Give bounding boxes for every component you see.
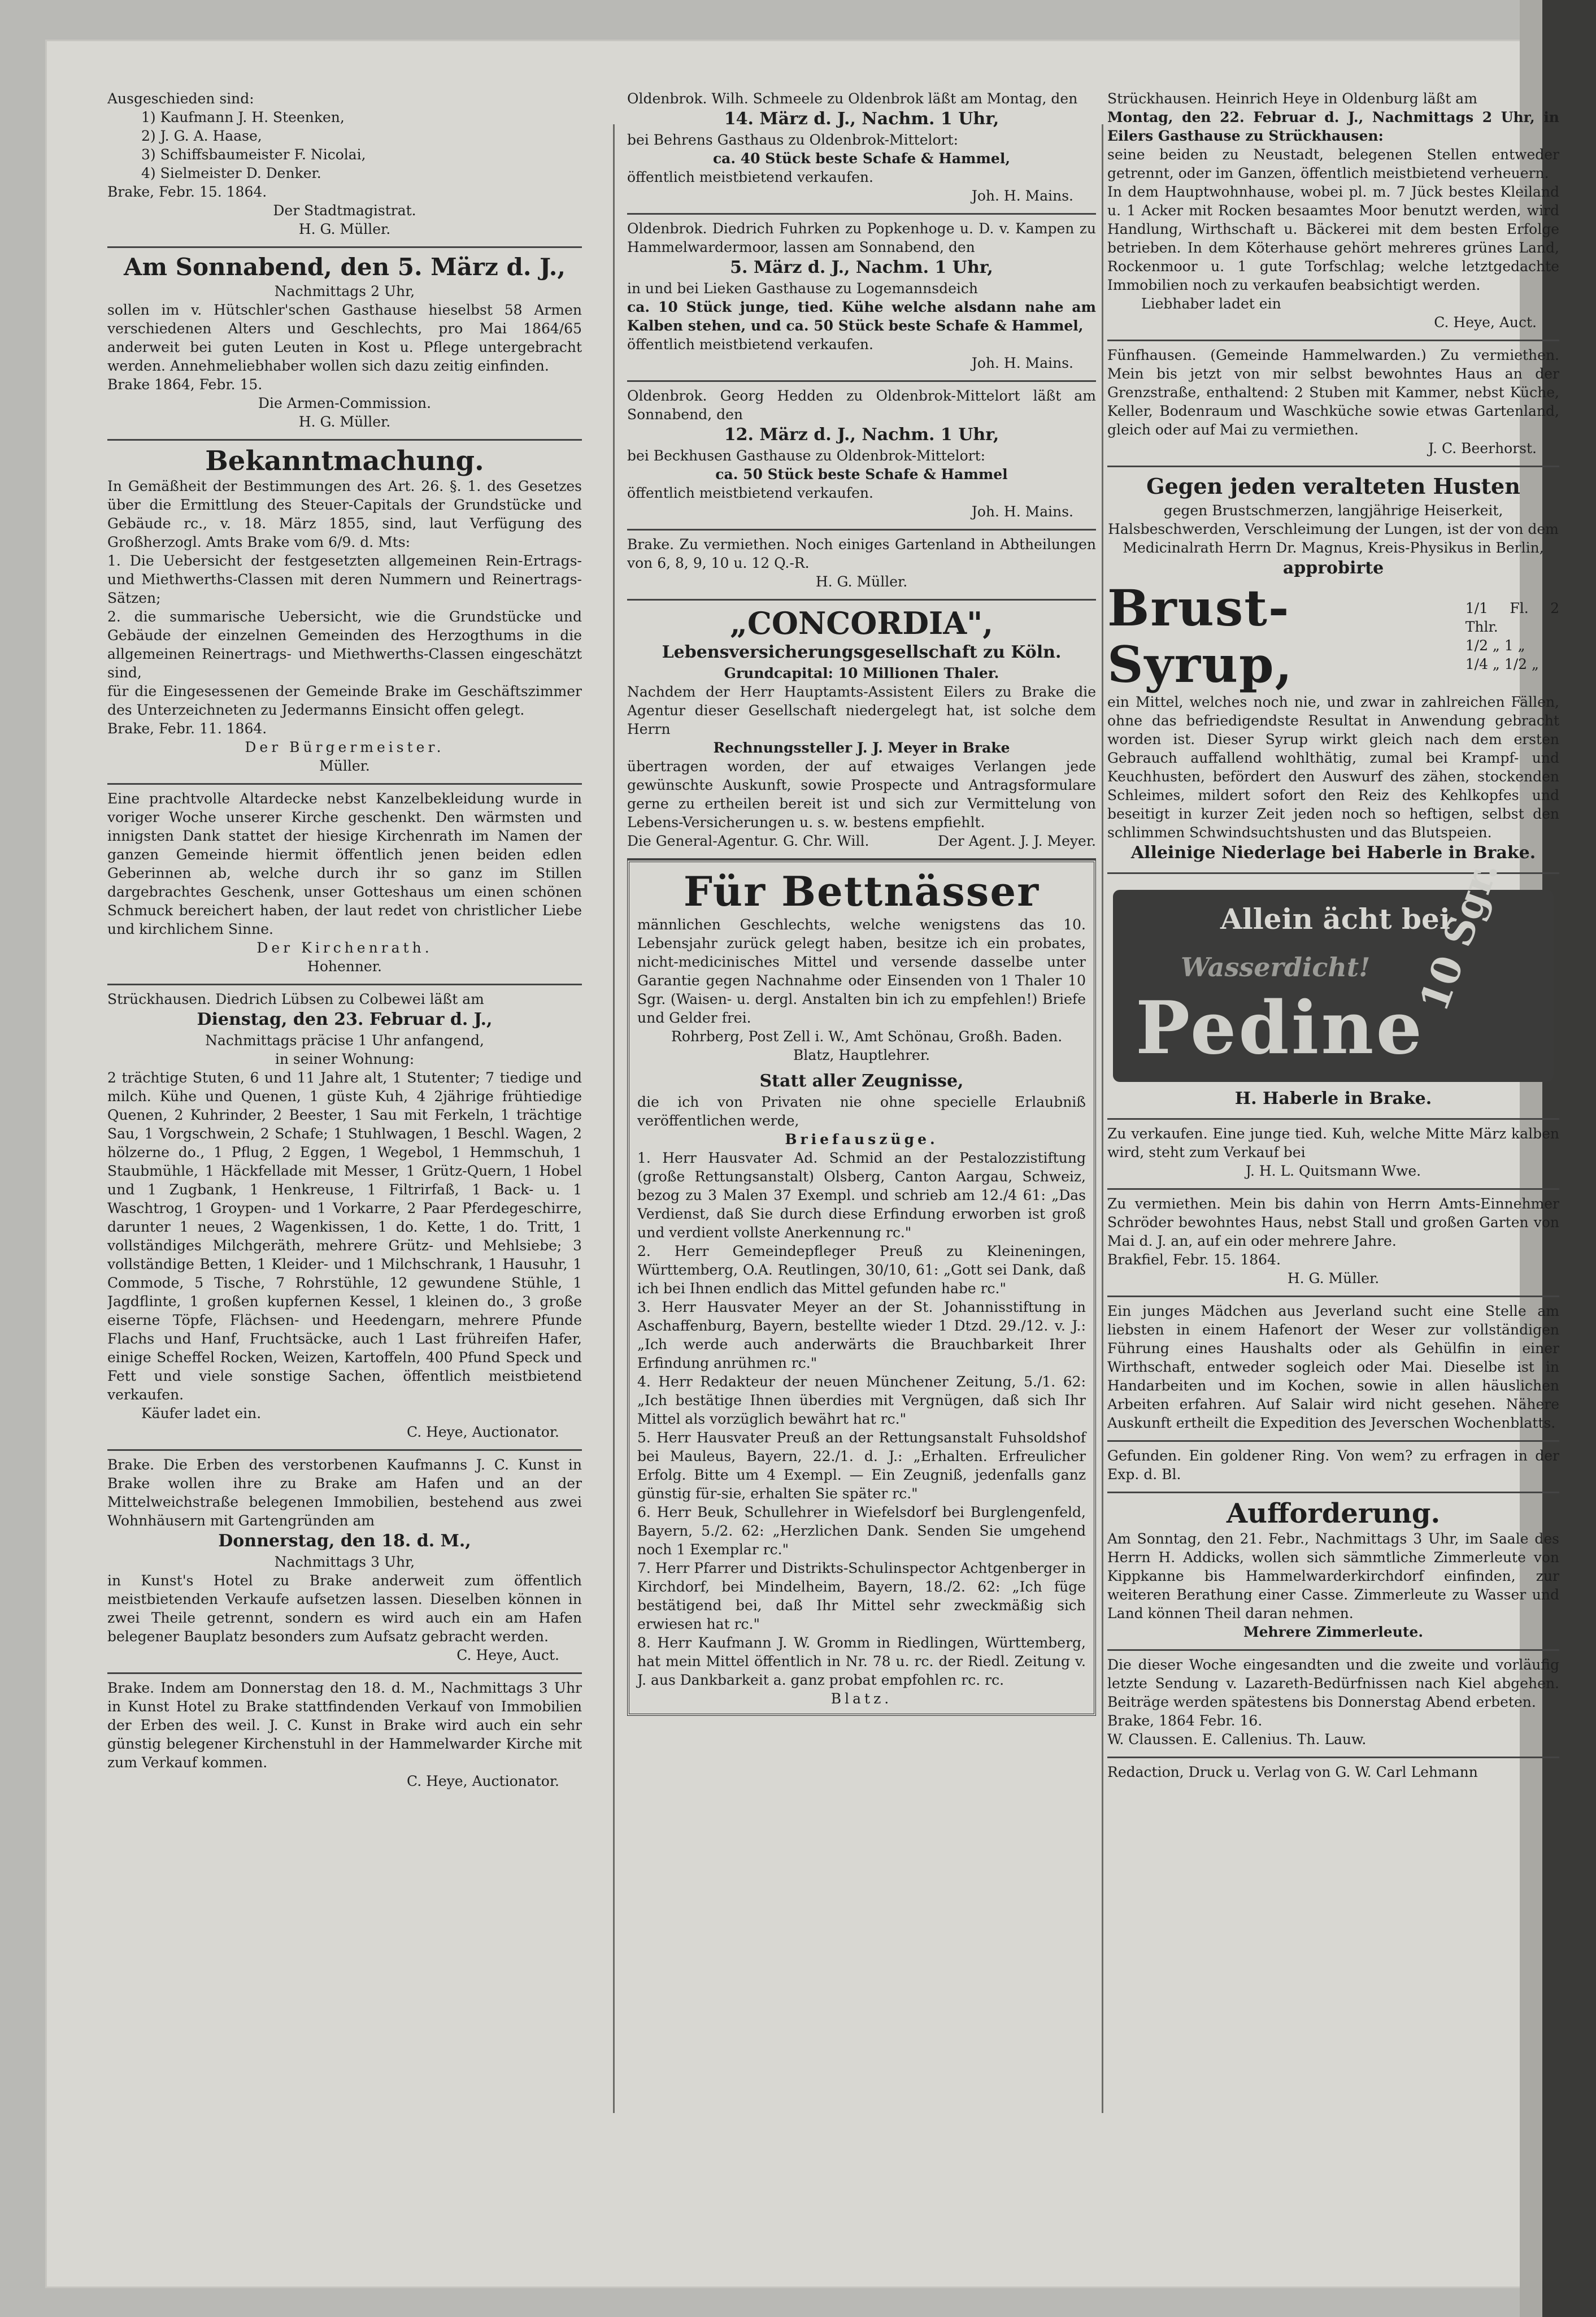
signer: Müller. [319,758,370,774]
ad-capital: Grundcapital: 10 Millionen Thaler. [724,665,999,681]
ad-title: „CONCORDIA", [729,605,994,641]
place-date: Brake, 1864 Febr. 16. [1107,1712,1263,1729]
notice-closing: Käufer ladet ein. [141,1405,262,1422]
notice-closing: öffentlich meistbietend verkaufen. [627,485,873,501]
signer: C. Heye, Auctionator. [406,1424,559,1440]
letter-item: 8. Herr Kaufmann J. W. Gromm in Riedlingen, Württemberg, hat mein Mittel öffentlich in Nr. 78 u. rc. der Riedl. Zeitung v. J. aus Dankbarkeit a. ganz probat empfohlen rc. rc. [637,1634,1086,1688]
notice-time: Nachmittags 3 Uhr, [274,1554,415,1570]
signer-left: Die General-Agentur. G. Chr. Will. [627,833,869,849]
signer: J. H. L. Quitsmann Wwe. [1245,1163,1421,1179]
authority: Der Bürgermeister. [245,739,445,755]
notice-headline: Aufforderung. [1226,1498,1441,1529]
column-rule [613,124,615,2113]
ad-concordia [627,601,1096,860]
notice-aufforderung [1107,1493,1559,1651]
notice-armen [107,248,582,441]
notice-kunst [107,1451,582,1674]
signer: Blatz, Hauptlehrer. [793,1047,930,1063]
column-3 [1107,85,1559,2141]
ad-approbirte: approbirte [1282,558,1384,578]
notice-items: ca. 40 Stück beste Schafe & Hammel, [712,150,1011,167]
ad-subtitle: Lebensversicherungsgesellschaft zu Köln. [662,642,1062,662]
notice-hedden [627,382,1096,531]
notice-items: ca. 10 Stück junge, tied. Kühe welche alsdann nahe am Kalben stehen, und ca. 50 Stück beste Schafe & Hammel, [627,299,1096,334]
list-item: 2. die summarische Uebersicht, wie die Grundstücke und Gebäude der einzelnen Gemeinden des Herzogthums in die allgemeinen Reinertrags- und Miethwerths-Classen eingeschätzt sind, [107,608,582,681]
signer: C. Heye, Auctionator. [406,1773,559,1789]
place-date: Brake, Febr. 11. 1864. [107,720,267,737]
notice-headline: 14. März d. J., Nachm. 1 Uhr, [724,109,999,129]
notice-closing: öffentlich meistbietend verkaufen. [627,169,873,185]
notice-body: Fünfhausen. (Gemeinde Hammelwarden.) Zu vermiethen. Mein bis jetzt von mir selbst bewohntes Haus an der Grenzstraße, enthaltend: 2 Stuben mit Kammer, nebst Küche, Keller, Bodenraum und Waschküche sowie etwas Gartenland, gleich oder auf Mai zu vermiethen. [1107,347,1559,438]
ad-subheadline: Statt aller Zeugnisse, [759,1071,964,1091]
ad-body: übertragen worden, der auf etwaiges Verlangen jede gewünschte Auskunft, sowie Prospecte und Antragsformulare gerne zu ertheilen bereit ist und sich zur Vermittelung von Lebens-Versicherungen u. s. w. bestens empfiehlt. [627,758,1096,831]
authority: Der Stadtmagistrat. [273,202,416,219]
ad-body: Nachdem der Herr Hauptamts-Assistent Eilers zu Brake die Agentur dieser Gesellschaft niedergelegt hat, ist solche dem Herrn [627,684,1096,737]
column-1 [107,85,582,2141]
notice-time: Nachmittags präcise 1 Uhr anfangend, [205,1032,484,1049]
ad-signatures [627,832,1096,850]
notice-altardecke [107,785,582,985]
ad-dealer: H. Haberle in Brake. [1234,1089,1432,1108]
letter-item: 2. Herr Gemeindepfleger Preuß zu Kleineningen, Württemberg, O.A. Reutlingen, 30/10, 61: „Gott sei Dank, daß ich bei Ihnen endlich das Mittel gefunden habe rc." [637,1243,1086,1297]
list-item: 2) J. G. A. Haase, [141,128,262,144]
ad-body: ein Mittel, welches noch nie, und zwar in zahlreichen Fällen, ohne das befriedigendste Resultat in Anwendung gebracht worden ist. Dieser Syrup wirkt gleich nach dem ersten Gebrauch auffallend wohlthätig, zumal bei Krampf- und Keuchhusten, befördert den Auswurf des zähen, stockenden Schleimes, mildert sofort den Reiz des Kehlkopfes und beseitigt in kurzer Zeit jeden noch so heftigen, selbst den schlimmen Schwindsuchtshusten und das Blutspeien. [1107,694,1559,841]
notice-intro: Oldenbrok. Diedrich Fuhrken zu Popkenhoge u. D. v. Kampen zu Hammelwardermoor, lassen am Sonnabend, den [627,220,1096,255]
signer: J. C. Beerhorst. [1428,440,1537,457]
ad-subintro: die ich von Privaten nie ohne specielle Erlaubniß veröffentlichen werde, [637,1094,1086,1129]
notice-body: Zu verkaufen. Eine junge tied. Kuh, welche Mitte März kalben wird, steht zum Verkauf bei [1107,1125,1559,1160]
product-name: Brust-Syrup, [1107,579,1294,694]
notice-outro: für die Eingesessenen der Gemeinde Brake im Geschäftszimmer des Unterzeichneten zu Jedermanns Einsicht offen gelegt. [107,683,582,718]
notice-body: Strückhausen. Heinrich Heye in Oldenburg läßt am [1107,90,1477,107]
notice-maedchen [1107,1297,1559,1442]
list-item: 3) Schiffsbaumeister F. Nicolai, [141,146,366,163]
price-item: 1/4 „ 1/2 „ [1465,656,1539,672]
signer-right: Der Agent. J. J. Meyer. [937,833,1096,849]
ad-intro: gegen Brustschmerzen, langjährige Heiserkeit, Halsbeschwerden, Verschleimung der Lungen, ist der von dem Medicinalrath Herrn Dr. Magnus, Kreis-Physikus in Berlin, [1108,502,1559,556]
letter-item: 6. Herr Beuk, Schullehrer in Wiefelsdorf bei Burglengenfeld, Bayern, 5./2. 62: „Herzlichen Dank. Senden Sie umgehend noch 1 Exemplar rc." [637,1504,1086,1558]
signer: Mehrere Zimmerleute. [1243,1624,1424,1640]
list-item: 1) Kaufmann J. H. Steenken, [141,109,345,125]
ad-body: männlichen Geschlechts, welche wenigstens das 10. Lebensjahr zurück gelegt haben, besitze ich ein probates, nicht-medicinisches Mittel und versende dasselbe unter Garantie gegen Nachnahme oder Einsenden von 1 Thaler 10 Sgr. (Waisen- u. dergl. Anstalten bin ich zu empfehlen!) Briefe und Gelder frei. [637,916,1086,1026]
notice-body: in Kunst's Hotel zu Brake anderweit zum öffentlich meistbietenden Verkaufe aufsetzen lassen. Dieselben können in zwei Theile getrennt, sondern es wird auch ein am Hafen belegener Bauplatz besonders zum Aufsatz gebracht werden. [107,1572,582,1645]
price-item: 1/2 „ 1 „ [1465,637,1525,654]
notice-heye-sale [1107,85,1559,341]
signer: H. G. Müller. [1287,1270,1380,1286]
ad-pedine [1107,854,1559,1120]
notice-intro: Oldenbrok. Wilh. Schmeele zu Oldenbrok läßt am Montag, den [627,90,1078,107]
notice-body: Die dieser Woche eingesandten und die zweite und vorläufig letzte Sendung v. Lazareth-Bedürfnissen nach Kiel abgehen. Beiträge werden spätestens bis Donnerstag Abend erbeten. [1107,1657,1559,1710]
column-rule [1102,124,1103,2113]
signer: W. Claussen. E. Callenius. Th. Lauw. [1107,1731,1367,1747]
notice-body: Gefunden. Ein goldener Ring. Von wem? zu erfragen in der Exp. d. Bl. [1107,1447,1559,1483]
notice-place: bei Behrens Gasthaus zu Oldenbrok-Mittelort: [627,132,958,148]
notice-lazareth [1107,1651,1559,1758]
notice-headline: 12. März d. J., Nachm. 1 Uhr, [724,425,999,445]
notice-body: Brake. Zu vermiethen. Noch einiges Gartenland in Abtheilungen von 6, 8, 9, 10 u. 12 Q.-R. [627,536,1096,571]
notice-body: Eine prachtvolle Altardecke nebst Kanzelbekleidung wurde in voriger Woche unserer Kirche geschenkt. Den wärmsten und innigsten Dank stattet der hiesige Kirchenrath im Namen der ganzen Gemeinde hiermit öffentlich jenen beiden edlen Geberinnen ab, welche durch ihr so ganz im Stillen dargebrachtes Geschenk, unser Gotteshaus um einen schönen Schmuck bereichert haben, der laut redet von christlicher Liebe und kirchlichem Sinne. [107,790,582,937]
notice-place: bei Beckhusen Gasthause zu Oldenbrok-Mittelort: [627,447,986,464]
column-2 [627,85,1096,2141]
notice-place: in seiner Wohnung: [275,1051,415,1067]
price-list [1465,599,1559,673]
ad-agent: Rechnungssteller J. J. Meyer in Brake [713,740,1010,756]
notice-headline: Donnerstag, den 18. d. M., [218,1531,471,1551]
notice-schmeele [627,85,1096,215]
notice-intro: In Gemäßheit der Bestimmungen des Art. 26. §. 1. des Gesetzes über die Ermittlung des Steuer-Capitals der Grundstücke und Gebäude rc., v. 18. März 1855, sind, laut Verfügung des Großherzogl. Amts Brake vom 6/9. d. Mts: [107,478,582,550]
notice-items: 2 trächtige Stuten, 6 und 11 Jahre alt, 1 Stutenter; 7 tiedige und milch. Kühe und Quenen, 1 güste Kuh, 4 2jährige frühtiedige Quenen, 2 Kuhrinder, 2 Beester, 1 Sau mit Ferkeln, 1 trächtige Sau, 1 Vorgschwein, 2 Schafe; 1 Stuhlwagen, 1 Beschl. Wagen, 2 hölzerne do., 1 Pflug, 2 Eggen, 1 Wegebol, 1 Hemmschuh, 1 Staubmühle, 1 Häckfellade mit Messer, 1 Grütz-Quern, 1 Hobel und 1 Zugbank, 1 Henkreuse, 1 Filtrirfaß, 1 Back- u. 1 Waschtrog, 1 Groypen- und 1 Vorkarre, 2 Paar Pferdegeschirre, darunter 1 neues, 2 Wagenkissen, 1 do. Kette, 1 do. Tritt, 1 vollständiges Milchgeräth, mehrere Grütz- und Mehlsiebe; 3 vollständige Betten, 1 Kleider- und 1 Milchschrank, 1 Hausuhr, 1 Commode, 5 Tische, 7 Rohrstühle, 12 gewundene Stühle, 1 Jagdflinte, 1 großen kupfernen Kessel, 1 kleinen do., 3 große eiserne Töpfe, Flächsen- und Heedengarn, mehrere Pfunde Flachs und Hanf, Fruchtsäcke, auch 1 Last frühreifen Hafer, einige Scheffel Rocken, Weizen, Kartoffeln, 400 Pfund Speck und Fett und viele sonstige Sachen, öffentlich meistbietend verkaufen. [107,1070,582,1403]
list-item: 1. Die Uebersicht der festgesetzten allgemeinen Rein-Ertrags- und Miethwerths-Classen mit deren Nummern und Reinertrags-Sätzen; [107,553,582,606]
notice-fuenfhausen [1107,341,1559,467]
place-date: Brakfiel, Febr. 15. 1864. [1107,1251,1281,1268]
notice-headline: Montag, den 22. Februar d. J., Nachmittags 2 Uhr, in Eilers Gasthause zu Strückhausen: [1107,109,1559,144]
signer: H. G. Müller. [298,221,391,237]
place-date: Brake, Febr. 15. 1864. [107,184,267,200]
signer: Joh. H. Mains. [971,355,1073,371]
notice-body: Zu vermiethen. Mein bis dahin von Herrn Amts-Einnehmer Schröder bewohntes Haus, nebst Stall und großen Garten von Mai d. J. an, auf ein oder mehrere Jahre. [1107,1196,1559,1249]
ad-brustsyrup [1107,467,1559,874]
notice-time: Nachmittags 2 Uhr, [274,283,415,299]
signer: Hohenner. [307,958,382,975]
ad-depot: Alleinige Niederlage bei Haberle in Brake. [1130,843,1536,863]
notice-body: sollen im v. Hütschler'schen Gasthause hieselbst 58 Armen verschiedenen Alters und Geschlechts, pro Mai 1864/65 anderweit bei guten Leuten in Kost u. Pflege untergebracht werden. Annehmeliebhaber wollen sich dazu zeitig einfinden. [107,302,582,374]
notice-items: ca. 50 Stück beste Schafe & Hammel [715,466,1008,482]
pedine-name: Pedine [1136,986,1424,1071]
imprint-text: Redaction, Druck u. Verlag von G. W. Carl Lehmann [1107,1764,1478,1780]
ad-headline: Für Bettnässer [683,867,1040,915]
pedine-price: 10 Sgr. [1410,854,1508,1018]
notice-body: Brake. Die Erben des verstorbenen Kaufmanns J. C. Kunst in Brake wollen ihre zu Brake am Hafen und an der Mittelweichstraße belegenen Immobilien, bestehend aus zwei Wohnhäusern mit Gartengründen am [107,1457,582,1529]
pedine-wasserdicht: Wasserdicht! [1181,952,1371,983]
notice-headline: 5. März d. J., Nachm. 1 Uhr, [730,258,993,277]
letter-item: 3. Herr Hausvater Meyer an der St. Johannisstiftung in Aschaffenburg, Bayern, bestellte wieder 1 Dtzd. 29./12. v. J.: „Ich werde auch anderwärts die Brauchbarkeit Ihrer Erfindung anrühmen rc." [637,1299,1086,1371]
signer: Joh. H. Mains. [971,188,1073,204]
notice-ausgeschieden [107,85,582,248]
place-date: Brake 1864, Febr. 15. [107,376,263,393]
letter-item: 5. Herr Hausvater Preuß an der Rettungsanstalt Fuhsoldshof bei Mauleus, Bayern, 22./1. d. J.: „Erhalten. Erfreulicher Erfolg. Bitte um 4 Exempl. — Ein Zeugniß, jedenfalls ganz günstig für-sie, erhalten Sie später rc." [637,1429,1086,1502]
notice-title: Ausgeschieden sind: [107,90,254,107]
notice-brakfiel [1107,1190,1559,1297]
notice-headline: Bekanntmachung. [205,445,484,477]
notice-gefunden [1107,1442,1559,1493]
authority: Der Kirchenrath. [256,940,433,956]
notice-closing: Liebhaber ladet ein [1141,295,1281,312]
product-row [1107,580,1559,693]
notice-intro: Strückhausen. Diedrich Lübsen zu Colbewei läßt am [107,991,484,1007]
notice-luebsen [107,985,582,1451]
pedine-logo [1113,854,1554,1082]
notice-body: Am Sonntag, den 21. Febr., Nachmittags 3 Uhr, im Saale des Herrn H. Addicks, wollen sich sämmtliche Zimmerleute von Kippkanne bis Hammelwarderkirchdorf einfinden, zur weiteren Berathung einer Casse. Zimmerleute zu Wasser und Land können Theil daran nehmen. [1107,1531,1559,1622]
notice-body: Ein junges Mädchen aus Jeverland sucht eine Stelle am liebsten in einem Hafenort der Weser zur vollständigen Führung eines Haushalts oder als Gehülfin in einer Wirthschaft, entweder sogleich oder Mai. Dieselbe ist in Handarbeiten und im Kochen, sowie in allen häuslichen Arbeiten erfahren. Auf Salair wird nicht gesehen. Nähere Auskunft ertheilt die Expedition des Jeverschen Wochenblatts. [1107,1303,1559,1431]
notice-quitsmann [1107,1120,1559,1190]
notice-gartenland [627,531,1096,601]
signer: Joh. H. Mains. [971,503,1073,520]
list-item: 4) Sielmeister D. Denker. [141,165,321,181]
signer: Blatz. [830,1690,893,1707]
notice-fuhrken [627,215,1096,382]
signer: H. G. Müller. [815,573,908,590]
ad-bettnaesser [627,860,1096,1716]
letter-item: 7. Herr Pfarrer und Distrikts-Schulinspector Achtgenberger in Kirchdorf, bei Mindelheim, Bayern, 18./2. 62: „Ich füge bestätigend bei, daß Ihr Mittel sehr zweckmäßig sich erwiesen hat rc." [637,1560,1086,1632]
letter-item: 1. Herr Hausvater Ad. Schmid an der Pestalozzistiftung (große Rettungsanstalt) Olsberg, Canton Aargau, Schweiz, bezog zu 3 Malen 37 Exempl. und schrieb am 12./4 61: „Das Verdienst, daß Sie durch diese Erfindung erworben ist groß und verdient vollste Anerkennung rc." [637,1150,1086,1241]
notice-headline: Dienstag, den 23. Februar d. J., [197,1010,493,1029]
notice-bekanntmachung [107,441,582,785]
notice-body: seine beiden zu Neustadt, belegenen Stellen entweder getrennt, oder im Ganzen, öffentlich meistbietend verheuern. [1107,146,1559,181]
signer: C. Heye, Auct. [1434,314,1537,331]
ad-headline: Gegen jeden veralteten Husten [1146,473,1520,499]
authority: Die Armen-Commission. [258,395,432,411]
imprint [1107,1758,1559,1789]
ad-address: Rohrberg, Post Zell i. W., Amt Schönau, Großh. Baden. [671,1028,1063,1045]
notice-closing: öffentlich meistbietend verkaufen. [627,336,873,353]
notice-body: In dem Hauptwohnhause, wobei pl. m. 7 Jück bestes Kleiland u. 1 Acker mit Rocken besaamtes Moor benutzt werden, wird Handlung, Wirthschaft u. Bäckerei mit dem besten Erfolge betrieben. In dem Köterhause gehört mehreres grünes Land, Rockenmoor u. 1 gute Torfschlag; welche letztgedachte Immobilien noch zu verkaufen beabsichtigt werden. [1107,184,1559,293]
notice-kunst-kirchenstuhl [107,1674,582,1798]
ad-letters-title: Briefauszüge. [785,1131,938,1147]
notice-body: Brake. Indem am Donnerstag den 18. d. M., Nachmittags 3 Uhr in Kunst Hotel zu Brake stattfindenden Verkauf von Immobilien der Erben des weil. J. C. Kunst in Brake wird auch ein sehr günstig belegener Kirchenstuhl in der Hammelwarder Kirche mit zum Verkauf kommen. [107,1680,582,1771]
letter-item: 4. Herr Redakteur der neuen Münchener Zeitung, 5./1. 62: „Ich bestätige Ihnen überdies mit Vergnügen, daß sich Ihr Mittel als vorzüglich bewährt hat rc." [637,1373,1086,1427]
signer: C. Heye, Auct. [456,1647,559,1663]
notice-headline: Am Sonnabend, den 5. März d. J., [123,253,566,281]
signer: H. G. Müller. [298,414,391,430]
pedine-allein: Allein ächt bei [1220,902,1450,936]
notice-intro: Oldenbrok. Georg Hedden zu Oldenbrok-Mittelort läßt am Sonnabend, den [627,388,1096,423]
price-item: 1/1 Fl. 2 Thlr. [1465,600,1559,635]
notice-place: in und bei Lieken Gasthause zu Logemannsdeich [627,280,978,297]
